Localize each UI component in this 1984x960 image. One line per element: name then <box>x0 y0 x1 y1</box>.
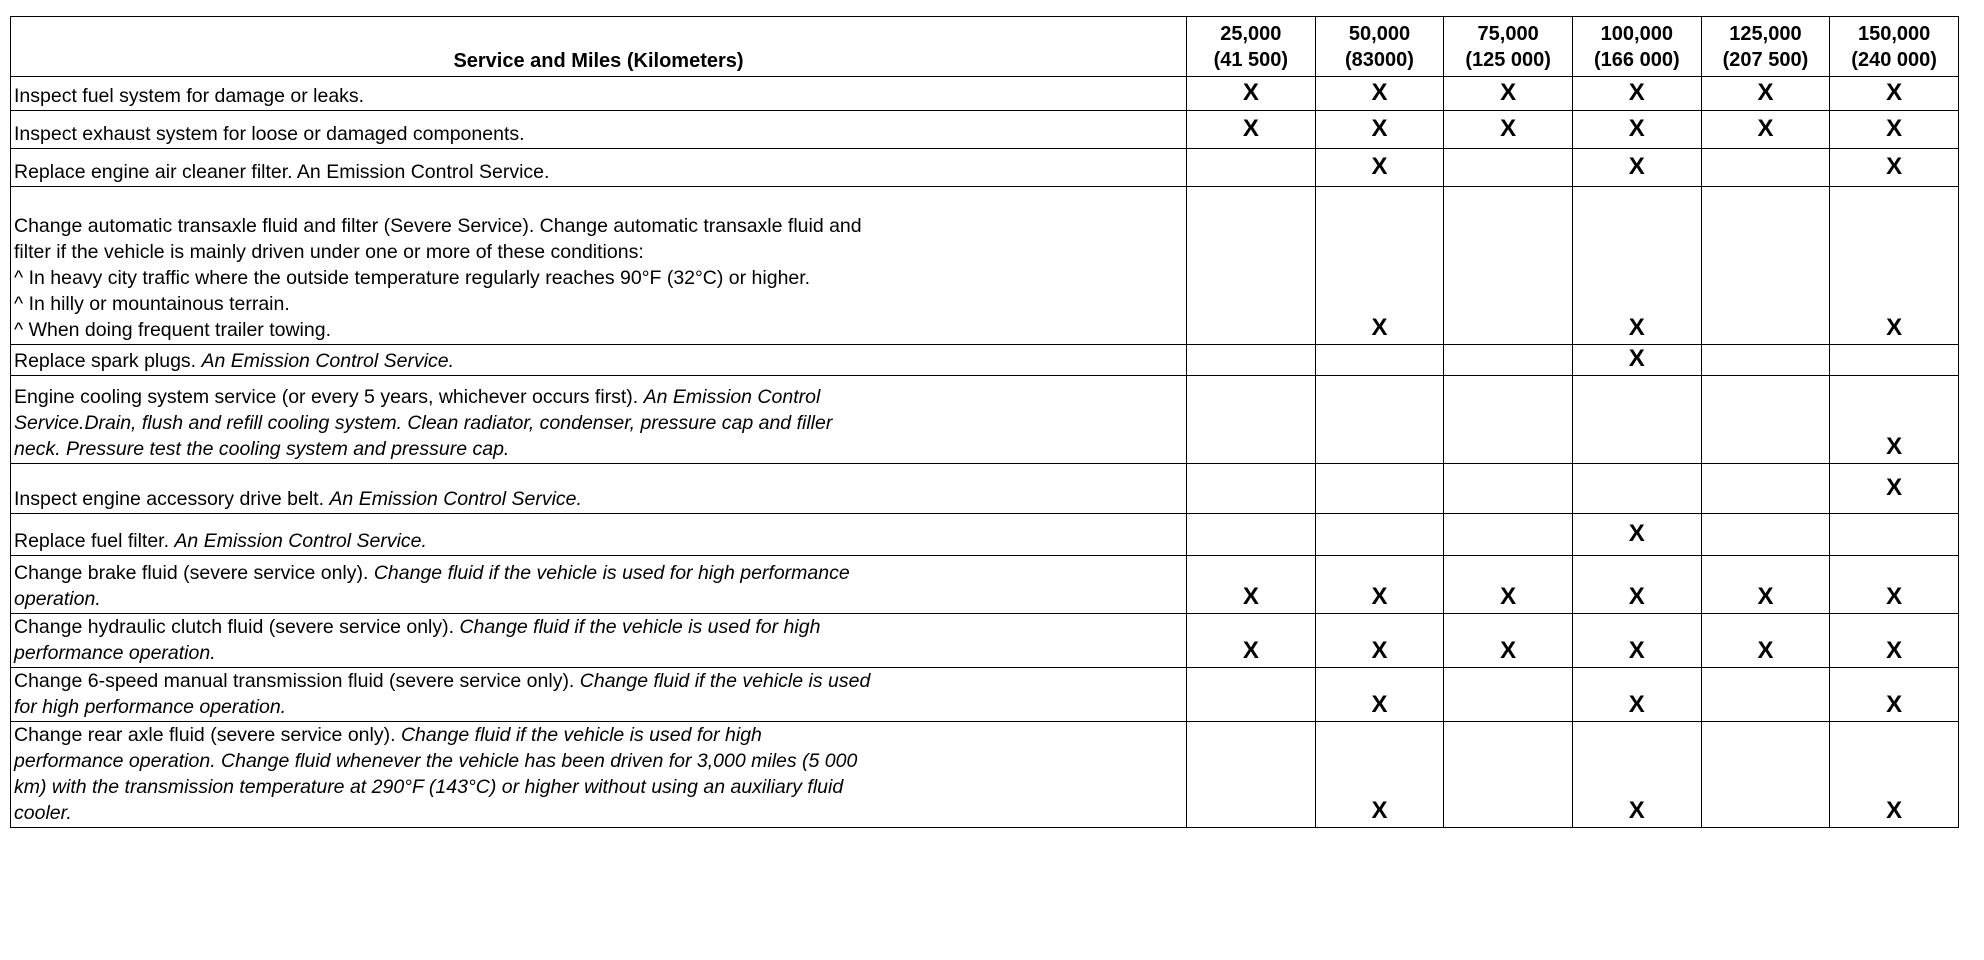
interval-mark-cell <box>1701 376 1830 464</box>
interval-header <box>1187 17 1316 77</box>
interval-mark-cell: X <box>1444 614 1573 668</box>
interval-mark-cell <box>1187 376 1316 464</box>
interval-km: (83000) <box>1345 48 1414 71</box>
table-row <box>11 668 1959 722</box>
interval-mark-cell <box>1187 668 1316 722</box>
interval-mark-cell: X <box>1701 77 1830 111</box>
interval-mark-cell: X <box>1830 149 1959 187</box>
interval-mark-cell <box>1187 149 1316 187</box>
interval-mark-cell: X <box>1701 614 1830 668</box>
description-text: Replace fuel filter. <box>14 530 175 552</box>
interval-mark-cell <box>1444 668 1573 722</box>
interval-mark-cell: X <box>1830 722 1959 828</box>
header-row <box>11 17 1959 77</box>
interval-km: (166 000) <box>1593 48 1680 71</box>
interval-mark-cell: X <box>1187 614 1316 668</box>
description-line <box>14 348 1184 374</box>
interval-mark-cell: X <box>1572 187 1701 345</box>
description-note: operation. <box>14 588 101 610</box>
service-description <box>11 464 1187 514</box>
interval-mark-cell: X <box>1701 556 1830 614</box>
interval-mark-cell <box>1830 514 1959 556</box>
service-description <box>11 149 1187 187</box>
description-line <box>14 159 1184 185</box>
table-row <box>11 464 1959 514</box>
interval-mark-cell: X <box>1701 111 1830 149</box>
interval-mark-cell <box>1187 345 1316 376</box>
description-text: Inspect exhaust system for loose or damaged components. <box>14 123 525 145</box>
interval-mark-cell <box>1444 376 1573 464</box>
description-line <box>14 436 1184 462</box>
interval-km: (240 000) <box>1851 48 1937 71</box>
description-note: performance operation. <box>14 642 216 664</box>
interval-miles: 75,000 <box>1477 22 1539 45</box>
interval-mark-cell: X <box>1830 556 1959 614</box>
interval-mark-cell <box>1315 345 1444 376</box>
interval-miles: 125,000 <box>1729 22 1802 45</box>
interval-mark-cell: X <box>1572 514 1701 556</box>
description-line <box>14 265 1184 291</box>
interval-mark-cell: X <box>1315 77 1444 111</box>
description-note: An Emission Control Service. <box>174 530 427 552</box>
description-text: Change hydraulic clutch fluid (severe service only). <box>14 616 460 638</box>
interval-km: (41 500) <box>1213 48 1289 71</box>
interval-mark-cell <box>1187 514 1316 556</box>
interval-miles: 50,000 <box>1348 22 1411 45</box>
interval-mark-cell <box>1315 514 1444 556</box>
table-row <box>11 614 1959 668</box>
description-line <box>14 83 1184 109</box>
interval-mark-cell: X <box>1315 149 1444 187</box>
service-description <box>11 77 1187 111</box>
interval-mark-cell <box>1701 187 1830 345</box>
interval-mark-cell <box>1444 345 1573 376</box>
interval-mark-cell: X <box>1572 556 1701 614</box>
description-text: Change rear axle fluid (severe service only). <box>14 724 401 746</box>
description-note: for high performance operation. <box>14 696 287 718</box>
interval-mark-cell <box>1315 464 1444 514</box>
interval-mark-cell: X <box>1572 149 1701 187</box>
description-note: Change fluid if the vehicle is used for high <box>400 724 762 746</box>
description-line <box>14 640 1184 666</box>
interval-mark-cell: X <box>1187 556 1316 614</box>
interval-header <box>1572 17 1701 77</box>
interval-km: (125 000) <box>1465 48 1551 71</box>
interval-mark-cell: X <box>1830 464 1959 514</box>
description-text: ^ In hilly or mountainous terrain. <box>14 293 290 315</box>
description-line <box>14 668 1184 694</box>
description-note: km) with the transmission temperature at 290°F (143°C) or higher without using an auxiliary fluid <box>14 776 844 798</box>
description-line <box>14 317 1184 343</box>
interval-header <box>1315 17 1444 77</box>
description-note: performance operation. Change fluid whenever the vehicle has been driven for 3,000 miles (5 000 <box>14 750 858 772</box>
description-line <box>14 586 1184 612</box>
interval-mark-cell <box>1701 668 1830 722</box>
description-text: Change automatic transaxle fluid and filter (Severe Service). Change automatic transaxle fluid and <box>14 215 862 237</box>
interval-mark-cell <box>1701 345 1830 376</box>
description-note: An Emission Control <box>643 386 821 408</box>
table-row <box>11 376 1959 464</box>
description-text: ^ When doing frequent trailer towing. <box>14 319 331 341</box>
schedule-body <box>11 77 1959 828</box>
description-note: neck. Pressure test the cooling system and pressure cap. <box>14 438 510 460</box>
interval-mark-cell <box>1187 722 1316 828</box>
description-text: Replace engine air cleaner filter. An Emission Control Service. <box>14 161 550 183</box>
interval-mark-cell: X <box>1830 376 1959 464</box>
interval-mark-cell <box>1572 376 1701 464</box>
interval-mark-cell: X <box>1315 187 1444 345</box>
table-row <box>11 111 1959 149</box>
interval-mark-cell: X <box>1444 556 1573 614</box>
interval-mark-cell: X <box>1572 668 1701 722</box>
description-line <box>14 800 1184 826</box>
description-line <box>14 614 1184 640</box>
interval-km: (207 500) <box>1722 48 1809 71</box>
description-line <box>14 722 1184 748</box>
service-description <box>11 722 1187 828</box>
interval-mark-cell <box>1572 464 1701 514</box>
interval-miles: 100,000 <box>1600 22 1673 45</box>
interval-mark-cell: X <box>1444 77 1573 111</box>
interval-mark-cell: X <box>1444 111 1573 149</box>
interval-mark-cell <box>1444 149 1573 187</box>
interval-mark-cell <box>1187 187 1316 345</box>
interval-mark-cell: X <box>1315 614 1444 668</box>
service-description <box>11 556 1187 614</box>
interval-mark-cell: X <box>1315 556 1444 614</box>
description-line <box>14 121 1184 147</box>
service-description <box>11 614 1187 668</box>
description-line <box>14 291 1184 317</box>
interval-mark-cell <box>1830 345 1959 376</box>
description-note: cooler. <box>14 802 72 824</box>
table-row <box>11 722 1959 828</box>
service-description <box>11 514 1187 556</box>
interval-mark-cell <box>1701 149 1830 187</box>
service-description <box>11 187 1187 345</box>
table-row <box>11 514 1959 556</box>
description-note: Service.Drain, flush and refill cooling system. Clean radiator, condenser, pressure cap and filler <box>14 412 833 434</box>
description-text: Change 6-speed manual transmission fluid (severe service only). <box>14 670 580 692</box>
interval-header <box>1701 17 1830 77</box>
description-text: filter if the vehicle is mainly driven under one or more of these conditions: <box>14 241 644 263</box>
interval-mark-cell <box>1444 464 1573 514</box>
interval-mark-cell <box>1315 376 1444 464</box>
interval-mark-cell <box>1701 514 1830 556</box>
table-row <box>11 187 1959 345</box>
interval-mark-cell: X <box>1315 722 1444 828</box>
table-row <box>11 77 1959 111</box>
description-text: Engine cooling system service (or every 5 years, whichever occurs first). <box>14 386 644 408</box>
description-line <box>14 560 1184 586</box>
interval-mark-cell: X <box>1830 111 1959 149</box>
description-text: Change brake fluid (severe service only). <box>14 562 374 584</box>
interval-mark-cell: X <box>1830 187 1959 345</box>
interval-mark-cell: X <box>1187 77 1316 111</box>
interval-mark-cell: X <box>1187 111 1316 149</box>
service-column-header: Service and Miles (Kilometers) <box>11 17 1187 77</box>
interval-header <box>1444 17 1573 77</box>
interval-mark-cell <box>1444 722 1573 828</box>
service-description <box>11 376 1187 464</box>
interval-mark-cell: X <box>1572 614 1701 668</box>
maintenance-schedule-sheet <box>10 16 1958 948</box>
description-note: An Emission Control Service. <box>329 488 582 510</box>
description-line <box>14 213 1184 239</box>
table-row <box>11 345 1959 376</box>
service-description <box>11 111 1187 149</box>
maintenance-schedule-table <box>10 16 1959 828</box>
description-note: Change fluid if the vehicle is used for high <box>459 616 821 638</box>
description-line <box>14 748 1184 774</box>
interval-mark-cell: X <box>1830 77 1959 111</box>
interval-mark-cell <box>1701 464 1830 514</box>
description-line <box>14 384 1184 410</box>
table-row <box>11 149 1959 187</box>
description-line <box>14 410 1184 436</box>
description-note: Change fluid if the vehicle is used <box>579 670 871 692</box>
interval-mark-cell: X <box>1830 668 1959 722</box>
interval-mark-cell <box>1187 464 1316 514</box>
table-row <box>11 556 1959 614</box>
interval-mark-cell <box>1701 722 1830 828</box>
description-line <box>14 239 1184 265</box>
interval-mark-cell: X <box>1830 614 1959 668</box>
description-line <box>14 774 1184 800</box>
description-line <box>14 486 1184 512</box>
description-text: Inspect engine accessory drive belt. <box>14 488 330 510</box>
interval-miles: 25,000 <box>1220 22 1282 45</box>
description-line <box>14 528 1184 554</box>
interval-mark-cell <box>1444 514 1573 556</box>
description-text: Inspect fuel system for damage or leaks. <box>14 85 365 107</box>
interval-mark-cell: X <box>1315 111 1444 149</box>
interval-mark-cell: X <box>1572 722 1701 828</box>
description-text: Replace spark plugs. <box>14 350 202 372</box>
description-text: ^ In heavy city traffic where the outside temperature regularly reaches 90°F (32°C) or higher. <box>14 267 811 289</box>
interval-mark-cell: X <box>1572 345 1701 376</box>
interval-miles: 150,000 <box>1857 22 1931 45</box>
interval-mark-cell: X <box>1572 77 1701 111</box>
description-note: Change fluid if the vehicle is used for high performance <box>373 562 850 584</box>
service-description <box>11 345 1187 376</box>
description-line <box>14 694 1184 720</box>
service-description <box>11 668 1187 722</box>
description-note: An Emission Control Service. <box>201 350 455 372</box>
interval-mark-cell <box>1444 187 1573 345</box>
interval-header <box>1830 17 1959 77</box>
interval-mark-cell: X <box>1572 111 1701 149</box>
interval-mark-cell: X <box>1315 668 1444 722</box>
